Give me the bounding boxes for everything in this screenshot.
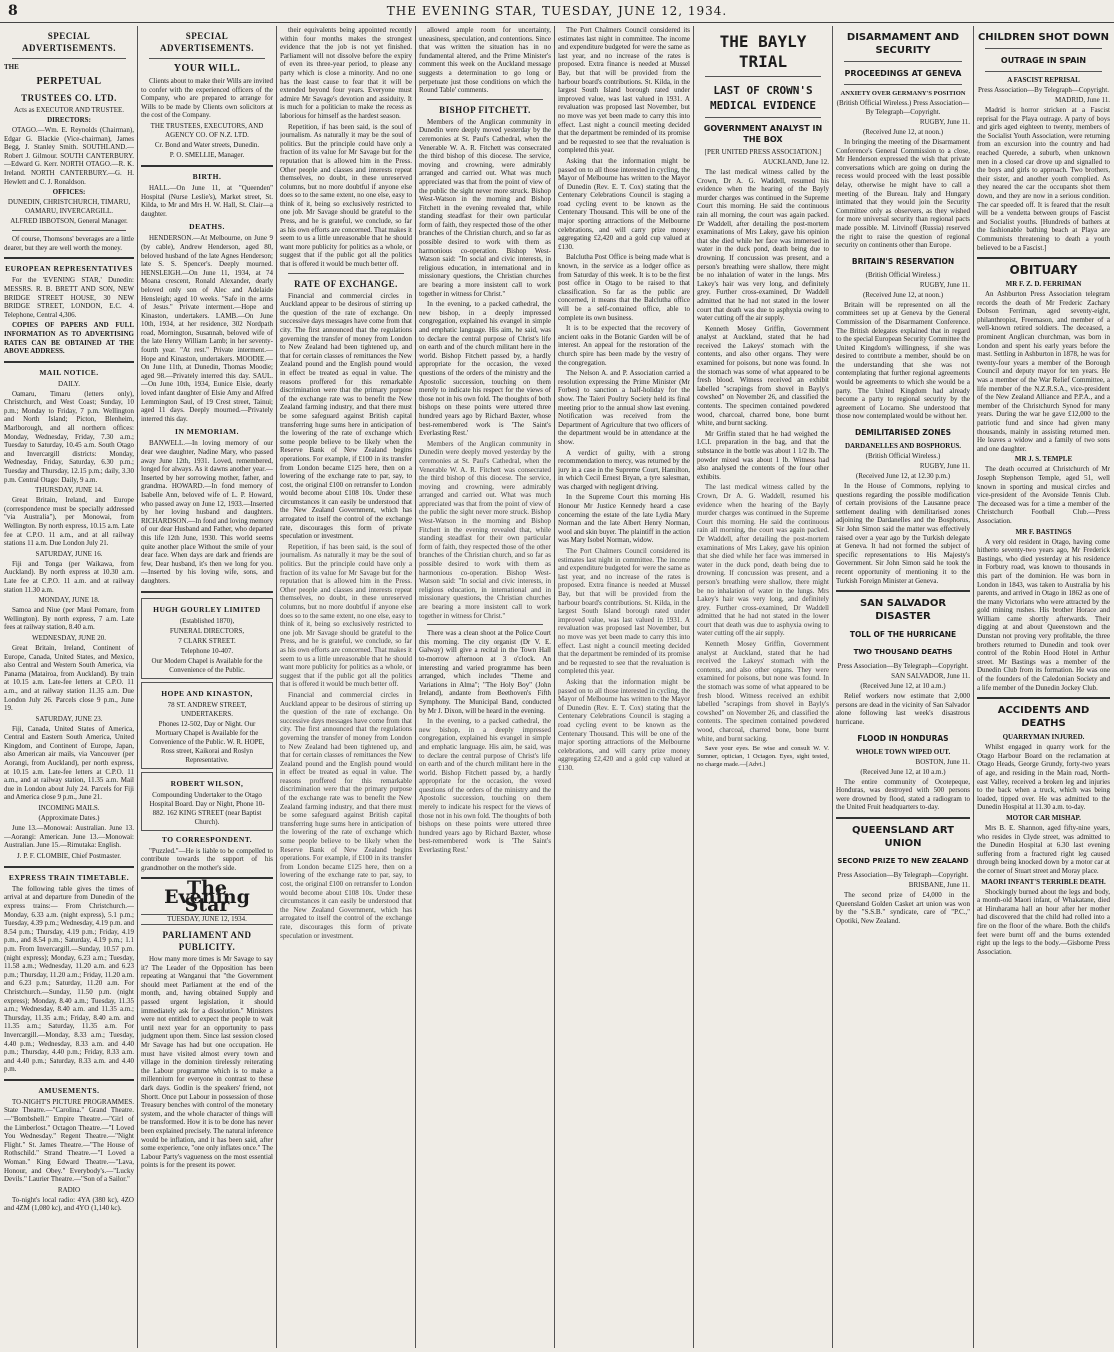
incoming-text: June 13.—Monowai: Australian. June 13.—Aorangi: American. June 13.—Monowai: Australian. June 15.—Rimutaka: English.	[4, 824, 134, 850]
divider	[149, 58, 265, 59]
bayly-dateline: AUCKLAND, June 12.	[762, 158, 829, 166]
divider	[977, 257, 1110, 259]
disarmament-text: In bringing the meeting of the Disarmament Conference's General Commission to a close, Mr Henderson expressed the wish that private conversations which are going on during the recess would proceed with the least possible delay, otherwise he might have to call a meeting of the Bureau. Italy and Hungary intimated that they would join the Security Committee only as observers, as they wished for more universal security than regional pacts made possible. M. Litvinoff (Russia) reserved the right to raise the question of regional security on continents other than Europe.	[836, 138, 970, 250]
column-5	[558, 26, 690, 1348]
incoming-heading: INCOMING MAILS.	[38, 804, 100, 813]
deaths-text: HENDERSON.—At Melbourne, on June 9 (by cable), Andrew Henderson, aged 80, beloved husband of the late Agnes Henderson; late S. S. Spencer's. Deeply mourned. HENSLEIGH.—On June 11, 1934, at 74 Moana crescent, Ronald Alexander, dearly beloved only son of Alec and Adelaide Hensleigh; aged 10 weeks. "Safe in the arms of Jesus." Private interment.—Hope and Kinaston, undertakers. LAMB.—On June 10th, 1934, at her residence, 302 Nordpath road, Mornington, Susannah, beloved wife of the late Henry William Lamb; in her seventy-fourth year. "At rest." Private interment.—Hope and Kinaston, undertakers. MOODIE.—On June 11th, at Dunedin, Thomas Moodie; aged 98.—Privately interred this day. SAUL.—On June 10th, 1934, Eunice Elsie, dearly loved infant daughter of Elsie Amy and Alfred Lemmington Saul, of 19 Crest street, Tainui; aged 11 days. Deeply mourned.—Privately interred this day.	[141, 234, 273, 423]
company-line1: PERPETUAL	[36, 76, 102, 87]
gourley-note: Our Modern Chapel is Available for the Convenience of the Public.	[151, 656, 263, 674]
motor-heading: MOTOR CAR MISHAP.	[1006, 813, 1081, 822]
court-note-continued-2: Asking that the information might be passed on to all those interested in cycling, the Mayor of Melbourne has written to the Mayor of Dunedin (Rev. E. T. Cox) stating that the Centenary Celebrations Council is staging a road cycling event to be known as the Centenary Thousand. This will be one of the major sporting attractions of the Melbourne celebrations, and will carry prize money aggregating £2,420 and a gold cup valued at £130.	[558, 677, 690, 772]
divider	[844, 61, 962, 62]
disarmament-dateline: RUGBY, June 11.	[919, 118, 970, 126]
express-heading: EXPRESS TRAIN TIMETABLE.	[8, 872, 130, 882]
wednesday20-heading: WEDNESDAY, JUNE 20.	[32, 633, 106, 642]
offices-heading: OFFICES:	[52, 188, 86, 197]
zones-received: (Received June 12, at 12.30 p.m.)	[855, 472, 951, 481]
divider	[141, 591, 273, 593]
divider	[288, 273, 404, 274]
disarmament-credit: (British Official Wireless.) Press Association—By Telegraph—Copyright.	[836, 99, 970, 116]
disarmament-subheading: PROCEEDINGS AT GENEVA	[844, 69, 962, 78]
bayly-heading: THE BAYLY TRIAL	[719, 32, 807, 71]
union-heading: QUEENSLAND ART UNION	[852, 824, 954, 849]
bastings-text: A very old resident in Otago, having come hitherto seventy-two years ago, Mr Frederick Bastings, who died yesterday at his residence in Forbury road, was known to thousands in this part of the dominion. He was born in London in 1843, was taken to Australia by his parents, and arrived in Otago in 1862 as one of the many Victorians who were attracted by the gold mining rushes. His brother Horace and William came shortly afterwards. Their digging at and about Queenstown and the Dunstan not proving very profitable, the three brothers returned to Dunedin and took over control of the Robin Hood Hotel in Arthur street. Mr Bastings was a member of the Dunedin Club from its formation. He was one of the founders of the Caledonian Society and a life member of the Dunedin Jockey Club.	[977, 537, 1110, 692]
fitchett-text-3: Members of the Anglican community in Dunedin were deeply moved yesterday by the ceremonies at St. Paul's Cathedral, when the Venerable W. A. R. Fitchett was consecrated the third bishop of this diocese. The service, moving and crowning, were admirably arranged and carried out. What was much appreciated was that from the point of view of the public the sight never more struck. Bishop West-Watson in the morning and Bishop Fitchett in the evening revealed that, while standing steadfast for their own particular form of faith, they respected those of the other branches of the Christian church, and so far as possible desired to work with them as harmonious co-operation. Bishop West-Watson said: "In social and civic interests, in religious education, in international and in missionary questions, the Christian churches are bearing a more insistent call to work together in witness for Christ."	[419, 439, 551, 620]
union-sub: SECOND PRIZE TO NEW ZEALAND	[837, 856, 969, 865]
rate-text-continued: Repetition, if has been said, is the soul of journalism. As naturally it may be the soul of politics. But the principle could have only a fraction of its value for Mr Savage but for the reputation that is allowed him in the Press. Other people and classes and interests repeat themselves, no doubt, in these unreserved columns, but no more doubtful if anyone else does so to the same extent, no one else, easy to think of it, being so exclusively restricted to one job. Mr Savage should be grateful to the Press, and he is grateful, we conclude, so far as his own efforts are concerned. That makes it seem to us a little unreasonable that he should want more publicity for politics as a whole, or suggest that if the public got all the politics that is offered it would be much better off.	[280, 542, 412, 689]
court-note-continued: The Port Chalmers Council considered its estimates last night in committee. The income and expenditure budgeted for were the same as last year, and no increase of the rates is proposed. Extra finance is needed at Mussel Bay, but that will be provided from the harbour board's contributions. St. Kilda, in the largest South Island borough rated under improved value, was last valued in 1931. A revaluation was proposed last November, but no move was yet been made to carry this into effect. Last night a council meeting decided that the department be reminded of its promise and be requested to see that the revaluation is completed this year.	[558, 547, 690, 676]
saturday23-text: Fiji, Canada, United States of America, Central and Eastern South America, United Kingdom, and Continent of Europe, Japan, also American air mails, via Vancouver (per Aorangi, from Auckland), per north express, at 10.15 a.m. Late-fee letters at C.P.O. 11 a.m., and at railway station, 11.35 a.m. Mail due in London about July 24. Parcels for Fiji and America close 9 p.m., June 21.	[4, 724, 134, 802]
directors-text: OTAGO.—Wm. E. Reynolds (Chairman), Edgar G. Blackie (Vice-chairman), James Begg, J. Stanley Smith. SOUTHLAND.—Robert J. Gilmour. SOUTH CANTERBURY.—Edward G. Kerr. NORTH OTAGO.—R. K. Ireland. NORTH CANTERBURY.—G. H. Hewlett and C. J. Ronaldson.	[4, 126, 134, 186]
euro-text: For the 'EVENING STAR,' Dunedin: MESSRS. R. B. BRETT AND SON, NEW BRIDGE STREET HOUSE, 30 NEW BRIDGE STREET, LONDON, E.C. 4. Telephone, Central 4,306.	[4, 276, 134, 319]
wilson-ad	[141, 772, 273, 831]
divider	[836, 817, 970, 819]
salvador-credit: Press Association—By Telegraph—Copyright.	[837, 662, 969, 671]
balclutha-note: Balclutha Post Office is being made what is known, in the service as a lodger office as from Saturday of this week. It is to be the first post office in Otago to be raised to that classification. So far as the public are concerned, it means that the Balclutha office will be a self-contained office, able to complete its own business.	[558, 253, 690, 322]
memoriam-text: BANWELL.—In loving memory of our dear wee daughter, Nadine Mary, who passed away June 12th, 1931. Loved, remembered, longed for always. As it dawns another year.—Inserted by her sorrowing mother, father, and grandma. HOWARD.—In fond memory of Isabelle Ann, beloved wife of L. P. Howard, who passed away on June 12, 1933.—Inserted by her loving husband and daughters. RICHARDSON.—In fond and loving memory of our dear Husband and Father, who departed this life 12th June, 1930. This world seems quite another place Without the smile of your dear face. When days are dark and friends are few, Dear husband, it's then we long for you. —Inserted by his loving wife, sons, and daughters.	[141, 439, 273, 585]
children-dateline: MADRID, June 11.	[1055, 96, 1110, 104]
paper-title: The Evening Star	[164, 877, 250, 917]
divider	[427, 99, 543, 100]
hope-name: HOPE AND KINASTON,	[161, 688, 253, 698]
bayly-sub2: GOVERNMENT ANALYST IN THE BOX	[703, 124, 823, 144]
rate-text-continued-2: Financial and commercial circles in Auckland appear to be desirous of stirring up the question of the rate of exchange. On successive days messages have come from that city. The first announced that the regulations governing the transfer of money from London to New Zealand had been tightened up, and that for certain classes of remittances the New Zealand pound and the English pound would in effect be treated as equal in value. The reasons proffered for this remarkable discrimination were that the primary purpose of the exchange rate was to benefit the New Zealand farming industry, and that there must be some safeguard against British capital transferring huge sums here in anticipation of the lowering of the rate of exchange which some people believe to be likely when the Reserve Bank of New Zealand begins operations. For example, if £100 in its transfer from London became £125 here, then on a lowering of the exchange rate to par, say, to cost, the original £100 on retransfer to London would become about £108 10s. Under these circumstances it can easily be understood that the New Zealand Government, which has arrogated to itself the control of the exchange rate, discourages this form of private speculation or investment.	[280, 690, 412, 940]
thursday-heading: THURSDAY, JUNE 14.	[35, 486, 103, 495]
zones-text: In the House of Commons, replying to questions regarding the possible modification of certain provisions of the Lausanne peace settlement dealing with demilitarised zones adjoining the Dardanelles and the Bosphorus, Sir John Simon said the matter was effectively raised over a year ago by the Turkish delegate at Geneva. It had not formed the subject of specific representations to His Majesty's Government. Sir John Simon said he took the recent opportunity of mentioning it to the Turkish Foreign Minister at Geneva.	[836, 482, 970, 585]
gourley-ad	[141, 598, 273, 679]
column-7	[836, 26, 970, 1348]
masthead	[0, 0, 1114, 23]
bayly-subheading: LAST OF CROWN'S MEDICAL EVIDENCE	[710, 84, 816, 112]
union-credit: Press Association—By Telegraph—Copyright.	[837, 870, 969, 879]
union-text: The second prize of £4,000 in the Queensland Golden Casket art union was won by the "S.S.B." syndicate, care of "P.C.," Opotiki, New Zealand.	[836, 890, 970, 925]
flood-dateline: BOSTON, June 11.	[915, 757, 970, 766]
wilson-text: Compounding Undertaker to the Otago Hospital Board. Day or Night, Phone 10-882. 162 KING STREET (near Baptist Church).	[149, 790, 265, 826]
rate-heading: RATE OF EXCHANGE.	[294, 278, 398, 289]
union-dateline: BRISBANE, June 11.	[908, 880, 970, 889]
children-credit: Press Association—By Telegraph—Copyright.	[977, 86, 1109, 94]
children-subheading: OUTRAGE IN SPAIN	[1000, 56, 1087, 65]
deaths-heading: DEATHS.	[189, 222, 225, 232]
children-heading: CHILDREN SHOT DOWN	[977, 32, 1110, 43]
divider	[977, 697, 1110, 699]
reservation-text: Britain will be represented on all the committees set up at Geneva by the General Commission of the Disarmament Conference. The British delegates explained that in regard to the special European Security Committee the United Kingdom's willingness, if she was desired to contribute a member, should be on the understanding that she was not contemplating that further regional agreements would be agreements to which she would be a party. The United Kingdom had already become a party to regional security by the agreement of Locarno. She understood that those now contemplated would be without her.	[836, 300, 970, 421]
column-6	[697, 26, 829, 1348]
gourley-line1: FUNERAL DIRECTORS,	[169, 626, 245, 635]
express-text: The following table gives the times of arrival at and departure from Dunedin of the express trains:— From Christchurch.—Monday, 6.33 a.m. (night express), 5.1 p.m.; Tuesday, 4.39 p.m.; Wednesday, 4.19 p.m. and 8.54 p.m.; Thursday, 4.19 p.m.; Friday, 4.19 p.m., and 8.54 p.m.; Saturday, 4.19 p.m.; 1.1 p.m. From Invercargill.—Sunday, 10.57 p.m. (night express); Monday, 6.23 a.m.; Tuesday, 11.58 a.m.; Wednesday, 11.20 a.m. and 6.23 p.m.; Thursday, 11.20 a.m.; Friday, 11.20 a.m. and 6.23 p.m.; Saturday, 11.20 a.m. For Christchurch.—Sunday, 11.50 p.m. (night express); Monday, 8.40 a.m.; Tuesday, 11.35 a.m.; Wednesday, 8.40 a.m. and 11.35 a.m.; Thursday, 11.35 a.m.; Friday, 8.40 a.m. and 11.35 a.m.; Saturday, 11.35 a.m. For Invercargill.—Monday, 8.33 a.m.; Tuesday, 4.40 p.m.; Wednesday, 8.33 a.m. and 4.40 p.m.; Thursday, 4.40 p.m.; Friday, 8.33 a.m. and 4.40 p.m.; Saturday, 8.33 a.m. and 4.40 p.m.	[4, 884, 134, 1074]
divider	[4, 866, 134, 868]
correspondent-text: "Puzzled."—He is liable to be compelled to contribute towards the support of his grandmother on the mother's side.	[141, 846, 273, 872]
bayly-text-continued: The last medical witness called by the Crown, Dr A. G. Waddell, resumed his evidence when the hearing of the Bayly murder charges was continued in the Supreme Court this morning. He said the continuous rain all morning, the court was again packed. Dr Waddell, after detailing the post-mortem examinations of Mrs Lakey, gave his opinion that she died while her face was immersed in water in the duck pond, death being due to drowning. If concussion was present, and a person's breathing were shallow, there might be no inhalation of water in the lungs. Mrs Lakey's hair was very long, and definitely grey. Further cross-examined, Dr Waddell admitted that he had not stated in the lower court that death was due to asphyxia owing to water cutting off the air supply.	[697, 483, 829, 638]
infant-heading: MAORI INFANT'S TERRIBLE DEATH.	[981, 877, 1106, 886]
optician-ad: Save your eyes. Be wise and consult W. V. Sumner, optician, 1 Octagon. Eyes, sight tested, no charge made.—[Advt.]	[697, 745, 829, 769]
will-heading: YOUR WILL.	[173, 63, 241, 74]
saturday23-heading: SATURDAY, JUNE 23.	[35, 714, 103, 723]
memoriam-heading: IN MEMORIAM.	[175, 427, 239, 437]
wilson-name: ROBERT WILSON,	[170, 778, 244, 788]
leader-continued: their equivalents being appointed recently within four months makes the strongest evidence that the job is not yet finished. Parliament will not dissolve before the expiry of even its three-year period, to please any party which is close a minority. And no one has the least cause to fear that it will be extended beyond four years. Everyone must admire Mr Savage's devotion and assiduity. It is much for a politician to make the recess as laborious for himself as the hardest season.	[280, 26, 412, 120]
reservation-credit: (British Official Wireless.)	[865, 270, 941, 279]
bayly-text-2: Kenneth Mosey Griffin, Government analyst at Auckland, stated that he had received the Lakeys' stomach with the contents, and also other organs. They were examined for poisons, but none was found. In the stomach was some of what appeared to be fresh blood. Witness received an exhibit labelled "scrapings from shovel in Bayly's cowshed" on November 26, and classified the contents. The specimen contained powdered wood, charcoal, charred bone, bone burnt white, and burnt sacking.	[697, 324, 829, 428]
column-rule	[276, 26, 277, 1348]
column-4	[419, 26, 551, 1348]
bayly-text: The last medical witness called by the Crown, Dr A. G. Waddell, resumed his evidence when the hearing of the Bayly murder charges was continued in the Supreme Court this morning. He said the continuous rain all morning, the court was again packed. Dr Waddell, after detailing the post-mortem examinations of Mrs Lakey, gave his opinion that she died while her face was immersed in water in the duck pond, death being due to drowning. If concussion was present, and a person's breathing were shallow, there might be no inhalation of water in the lungs. Mrs Lakey's hair was very long, and definitely grey. Further cross-examined, Dr Waddell admitted that he had not stated in the lower court that death was due to asphyxia owing to water cutting off the air supply.	[697, 168, 829, 323]
flood-title: WHOLE TOWN WIPED OUT.	[855, 747, 951, 756]
accidents-heading: ACCIDENTS AND DEATHS	[997, 705, 1090, 730]
salvador-heading: SAN SALVADOR DISASTER	[859, 598, 947, 623]
euro-heading: EUROPEAN REPRESENTATIVES	[5, 264, 133, 274]
divider	[4, 257, 134, 259]
flood-received: (Received June 12, at 10 a.m.)	[860, 767, 946, 776]
column-rule	[554, 26, 555, 1348]
divider	[985, 48, 1102, 49]
hope-ad	[141, 682, 273, 769]
reservation-dateline: RUGBY, June 11.	[919, 280, 970, 289]
ferriman-text: An Ashburton Press Association telegram records the death of Mr Frederic Zachary Dobson Ferriman, aged seventy-eight, philanthropist, Freemason, and member of a well-known retired soldiers. The deceased, a prominent Anglican churchman, was born in London and spent his early years before the mast. Settling in Ashburton in 1878, he was for twenty-four years a member of the Borough Council and deputy mayor for ten years. He was a member of the War Relief Committee, a life member of the N.Z.R.S.A., vice-president of the New Zealand Alliance and P.P.A., and a member of the Christchurch Synod for many years. During the war he gave £12,000 to the patriotic fund and since had given many thousands, mainly in assisting returned men. He leaves a widow and a family of two sons and one daughter.	[977, 290, 1110, 453]
column-2	[141, 26, 273, 1348]
monday18-heading: MONDAY, JUNE 18.	[38, 596, 100, 605]
disarmament-received: (Received June 12, at noon.)	[862, 128, 944, 136]
bayly-credit: [PER UNITED PRESS ASSOCIATION.]	[704, 148, 822, 156]
thursday-text: Great Britain, Ireland, and Europe (correspondence must be specially addressed "via Australia"), per Monowai, from Wellington. By north express, 10.15 a.m. Late fee at C.P.O. 11 a.m., and at all railway stations 11 a.m. Due London July 21.	[4, 496, 134, 548]
zones-heading: DEMILITARISED ZONES	[854, 428, 952, 438]
gourley-line2: 7 CLARK STREET.	[178, 636, 236, 645]
postmaster: J. P. F. CLOMBIE, Chief Postmaster.	[16, 851, 122, 860]
monday18-text: Samoa and Niue (per Maui Pomare, from Wellington). By north express, 7 a.m. Late fees at railway station, 8.40 a.m.	[4, 606, 134, 632]
mail-heading: MAIL NOTICE.	[39, 367, 99, 377]
rate-conclusion: allowed ample room for uncertainty, uneasiness, speculation, and contentions. Since that was written the situation has in no fundamental altered, and the Prime Minister's comment this week on the Auckland message suggests a determination to go long or perpetuate just those conditions on which the Round Table' comments.	[419, 26, 551, 95]
column-3	[280, 26, 412, 1348]
birth-text: HALL.—On June 11, at "Queenden" Hospital (Nurse Leslie's), Market street, St. Kilda, to Mr and Mrs H. W. Hall, St. Clair—a daughter.	[141, 183, 273, 218]
trustees-name: THE TRUSTEES, EXECUTORS, AND AGENCY CO. OF N.Z. LTD.	[150, 121, 264, 139]
amusements-heading: AMUSEMENTS.	[38, 1085, 100, 1095]
gourley-established: (Established 1870),	[179, 616, 235, 625]
zones-dateline: RUGBY, June 11.	[919, 462, 970, 471]
zones-title: DARDANELLES AND BOSPHORUS.	[844, 442, 962, 451]
quarryman-text: Whilst engaged in quarry work for the Otago Harbour Board on the reclamation at Otago Heads, George Grundy, forty-two years of age, and residing in the Main road, North-east Valley, received a broken leg and injuries to the back when a truck, which was being loaded, tipped over. He was admitted to the Dunedin Hospital at 11.30 a.m. to-day.	[977, 743, 1110, 812]
will-text: Clients about to make their Wills are invited to confer with the experienced officers of the Company, who are prepared to arrange for Wills to be made by Clients own solicitors at the cost of the Company.	[141, 77, 273, 120]
amusements-text: TO-NIGHT'S PICTURE PROGRAMMES. State Theatre.—"Carolina." Grand Theatre.—"Bombshell." Empire Theatre.—"Girl of the Limberlost." Octagon Theatre.—"I Loved You Wednesday." Regent Theatre.—"Night Flight." St. James Theatre.—"The House of Rothschild." Strand Theatre.—"I Loved a Woman." King Edward Theatre.—"Lava, Honour, and Obey." Everybody's.—"Lucky Devils." Laurier Theatre.—"Son of a Sailor."	[4, 1097, 134, 1184]
radio-text: To-night's local radio: 4YA (380 kc), 4ZO and 4ZM (1,080 kc), and 4YO (1,140 kc).	[4, 1195, 134, 1213]
children-text: Madrid is horror stricken at a Fascist reprisal for the Playa outrage. A party of boys and girls aged eighteen to twenty, members of the Socialist Youth Association, were returning from an excursion into the country and had reached Querede, a suburb, when unknown men in a closed car drove up and signalled to the boys and girls to approach. Two brothers, their sister, and another youth complied. As they neared the car the occupants shot them down, and they are now in a serious condition. The car speeded off. It is feared that the result will be a vendetta between groups of Fascist and Socialist youths. [Hundreds of bathers at the fashionable bathing beach at Playa are Communists threatening to death a youth believed to be a Fascist.]	[977, 106, 1110, 252]
quarryman-heading: QUARRYMAN INJURED.	[1002, 733, 1085, 742]
column-rule	[415, 26, 416, 1348]
column-rule	[973, 26, 974, 1348]
bayly-text-3: Mr Griffin stated that he had weighed the I.C.I. preparation in the bag, and that the substance in the bottle was about 1 1/2 lb. The powder mixed was about 1 lb. Witness had also analysed the contents of the four other exhibits.	[697, 429, 829, 481]
birth-heading: BIRTH.	[192, 171, 222, 181]
leader-heading: PARLIAMENT AND PUBLICITY.	[162, 930, 252, 953]
infant-text: Shockingly burned about the legs and body, a month-old Maori infant, of Whakatane, died at Hiruharama hall an hour after her mother had discovered that the child had rolled into a fire on the floor of the whare. Both the child's feet were burnt off and the burns extended right up the legs to the body.—Gisborne Press Association.	[977, 887, 1110, 956]
divider	[141, 165, 273, 167]
wednesday20-text: Great Britain, Ireland, Continent of Europe, Canada, United States, and Mexico, also Central and Western South America, via Panama (Matairoa, from Auckland). By train at 10.15 a.m. Late-fee letters at C.P.O. 11 a.m., and at railway station 11.35 a.m. Due London July 26. Parcels close 9 p.m., June 19.	[4, 643, 134, 713]
special-ads-heading: SPECIAL ADVERTISEMENTS.	[22, 31, 116, 53]
port-chalmers-note: The Port Chalmers Council considered its estimates last night in committee. The income and expenditure budgeted for were the same as last year, and no increase of the rates is proposed. Extra finance is needed at Mussel Bay, but that will be provided from the harbour board's contributions. St. Kilda, in the largest South Island borough rated under improved value, was last valued in 1931. A revaluation was proposed last November, but no move was yet been made to carry this into effect. Last night a council meeting decided that the department be reminded of its promise and be requested to see that the revaluation is completed this year.	[558, 26, 690, 155]
directors-heading: DIRECTORS:	[47, 116, 91, 124]
offices-text: DUNEDIN, CHRISTCHURCH, TIMARU, OAMARU, INVERCARGILL.	[7, 198, 131, 216]
leader-continued-2: Repetition, if has been said, is the soul of journalism. As naturally it may be the soul of politics. But the principle could have only a fraction of its value for Mr Savage but for the reputation that is allowed him in the Press. Other people and classes and interests repeat themselves, no doubt, in these unreserved columns, but no more doubtful if anyone else does so to the same extent, no one else, easy to think of it, being so exclusively restricted to one job. Mr Savage should be grateful to the Press, and he is grateful, we conclude, so far as his own efforts are concerned. That makes it seem to us a little unreasonable that he should want more publicity for politics as a whole, or suggest that if the public got all the politics that is offered it would be much better off.	[280, 122, 412, 269]
divider	[4, 1079, 134, 1081]
trustees-manager: P. O. SMELLIE, Manager.	[169, 150, 245, 159]
divider	[4, 361, 134, 363]
gourley-name: HUGH GOURLEY LIMITED	[153, 604, 261, 614]
flood-heading: FLOOD IN HONDURAS	[857, 733, 949, 743]
bastings-heading: MR F. BASTINGS	[1015, 527, 1072, 536]
column-rule	[832, 26, 833, 1348]
divider	[836, 590, 970, 592]
local-notes: There was a clean shoot at the Police Court this morning. The city organist (Dr V. E. Galway) will give a recital in the Town Hall to-morrow afternoon at 3 o'clock. An interesting and varied programme has been arranged, which includes "Theme and Variations in Alma"; "The Holy Boy" (John Ireland), andante from Beethoven's Fifth Symphony. The Municipal Band, conducted by Mr J. Dixon, will be heard in the evening.	[419, 629, 551, 715]
ferriman-heading: MR F. Z. D. FERRIMAN	[1005, 280, 1082, 289]
saturday16-text: Fiji and Tonga (per Waikawa, from Auckland). By north express at 10.30 a.m. Late fee at C.P.O. 11 a.m. and at railway station 11.30 a.m.	[4, 559, 134, 594]
children-sub2: A FASCIST REPRISAL	[1007, 76, 1080, 84]
column-8	[977, 26, 1110, 1348]
appeal-note: It is to be expected that the recovery of ancient oaks in the Botanic Garden will be of interest. An appeal for the restoration of the church spire has been made by the vestry of the congregation.	[558, 324, 690, 367]
company-line2: TRUSTEES CO. LTD.	[21, 93, 117, 103]
salvador-dateline: SAN SALVADOR, June 11.	[891, 672, 970, 681]
salvador-sub2: TWO THOUSAND DEATHS	[853, 648, 953, 657]
hope-address: 78 ST. ANDREW STREET, UNDERTAKERS.	[167, 700, 247, 718]
reservation-received: (Received June 12, at noon.)	[862, 290, 944, 299]
salvador-received: (Received June 12, at 10 a.m.)	[860, 682, 946, 691]
paper-date: TUESDAY, JUNE 12, 1934.	[141, 914, 273, 925]
masthead-title: THE EVENING STAR, TUESDAY, JUNE 12, 1934.	[386, 4, 728, 18]
correspondent-heading: TO CORRESPONDENT.	[161, 834, 253, 844]
salvador-sub: TOLL OF THE HURRICANE	[849, 630, 957, 640]
rate-text: Financial and commercial circles in Auckland appear to be desirous of stirring up the question of the rate of exchange. On successive days messages have come from that city. The first announced that the regulations governing the transfer of money from London to New Zealand had been tightened up, and that for certain classes of remittances the New Zealand pound and the English pound would in effect be treated as equal in value. The reasons proffered for this remarkable discrimination were that the primary purpose of the exchange rate was to benefit the New Zealand farming industry, and that there must be some safeguard against British capital transferring huge sums here in anticipation of the lowering of the rate of exchange which some people believe to be likely when the Reserve Bank of New Zealand begins operations. For example, if £100 in its transfer from London became £125 here, then on a lowering of the exchange rate to par, say, to cost, the original £100 on retransfer to London would become about £108 10s. Under these circumstances it can easily be understood that the New Zealand Government, which has arrogated to itself the control of the exchange rate, discourages this form of private speculation or investment.	[280, 291, 412, 541]
disarmament-sub2: ANXIETY OVER GERMANY'S POSITION	[840, 90, 966, 97]
fitchett-text-2: In the evening, to a packed cathedral, the new bishop, in a deeply impressed congregation, explained his evangel in simple and emphatic language. His aim, he said, was to declare the central purpose of Christ's life on earth and of the church militant here in the world. Bishop Fitchett passed by, a hardly appropriate for the occasion, the vexed questions of the orders of the ministry and the Apostolic succession, touching on them merely to indicate his respect for the views of those not in his own fold. The thoughts of both bishops on these points were uttered three hundred years ago by Richard Baxter, whose best-remembered work is 'The Saint's Everlasting Rest.'	[419, 300, 551, 438]
divider	[985, 71, 1102, 72]
divider	[12, 230, 126, 231]
nelson-note: The Nelson A. and P. Association carried a resolution expressing the Prime Minister (Mr Forbes) to sanction a half-holiday for the show. The Taieri Poultry Society held its final meeting prior to the annual show last evening. Notification was received from the Department of Agriculture that two officers of the department would be in attendance at the show.	[558, 369, 690, 446]
divider	[844, 84, 962, 85]
guilty-note: A verdict of guilty, with a strong recommendation to mercy, was returned by the jury in a case in the Supreme Court, Hamilton, in which Cecil Ernest Bryan, a tyre salesman, was charged with negligent driving.	[558, 448, 690, 491]
local-notes-2: In the evening, to a packed cathedral, the new bishop, in a deeply impressed congregation, explained his evangel in simple and emphatic language. His aim, he said, was to declare the central purpose of Christ's life on earth and of the church militant here in the world. Bishop Fitchett passed by, a hardly appropriate for the occasion, the vexed questions of the orders of the ministry and the Apostolic succession, touching on them merely to indicate his respect for the views of those not in his own fold. The thoughts of both bishops on these points were uttered three hundred years ago by Richard Baxter, whose best-remembered work is 'The Saint's Everlasting Rest.'	[419, 717, 551, 855]
cycling-note: Asking that the information might be passed on to all those interested in cycling, the Mayor of Melbourne has written to the Mayor of Dunedin (Rev. E. T. Cox) stating that the Centenary Celebrations Council is staging a road cycling event to be known as the Centenary Thousand. This will be one of the major sporting attractions of the Melbourne celebrations, and will carry prize money aggregating £2,420 and a gold cup valued at £130.	[558, 156, 690, 251]
obituary-heading: OBITUARY	[1009, 263, 1078, 278]
gourley-phone: Telephone 10-407.	[180, 646, 234, 655]
mail-daily: DAILY.	[58, 379, 80, 388]
divider	[705, 117, 821, 118]
temple-heading: MR J. S. TEMPLE	[1014, 455, 1073, 464]
incoming-sub: (Approximate Dates.)	[38, 814, 100, 823]
disarmament-heading: DISARMAMENT AND SECURITY	[846, 32, 960, 56]
column-rule	[137, 26, 138, 1348]
saturday16-heading: SATURDAY, JUNE 16.	[35, 549, 103, 558]
hope-text: Phones 12-502, Day or Night. Our Mortuary Chapel is Available for the Convenience of the Public. W. R. HOPE, Ross street, Kaikorai and Roslyn Representative.	[149, 719, 265, 764]
divider	[12, 58, 126, 59]
salvador-text: Relief workers now estimate that 2,000 persons are dead in the vicinity of San Salvador alone following last week's disastrous hurricane.	[836, 692, 970, 726]
special-ads-heading-2: SPECIAL ADVERTISEMENTS.	[160, 31, 254, 53]
trustees-address: Cr. Bond and Water streets, Dunedin.	[154, 140, 260, 149]
divider	[427, 624, 543, 625]
flood-text: The entire community of Ocotepeque, Honduras, was destroyed with 500 persons were drowned by flood, stated a radiogram to the United Fruit headquarters to-day.	[836, 777, 970, 812]
leader-text: How many more times is Mr Savage to say it? The Leader of the Opposition has been repeating at Wanganui that "the Government should meet Parliament at the end of the month, and, having obtained Supply and passed urgent legislation, it should immediately ask for a dissolution." Ministers were not entitled to expect the people to wait until next year for an opportunity to pass judgment upon them. Since last session closed Mr Savage has had but one occupation. He must have visited almost every town and village in the dominion tirelessly reiterating the Labour programme which is to make a millennium for everyone in contrast to these dark days. Godlin is the speakers' friend, not Shortt. Once put Labour in possession of those Treasury benches with control of the monetary system, and the whole character of things will be transformed. How it is to be done has never been explained precisely. The natural inference would be inflation, and it has been said, after some experience, "one only inflates once." The Labour Party's vagueness on the most essential points is for the present its power.	[141, 955, 273, 1170]
fitchett-heading: BISHOP FITCHETT.	[439, 104, 531, 115]
bayly-text-continued-2: Kenneth Mosey Griffin, Government analyst at Auckland, stated that he had received the Lakeys' stomach with the contents, and also other organs. They were examined for poisons, but none was found. In the stomach was some of what appeared to be fresh blood. Witness received an exhibit labelled "scrapings from shovel in Bayly's cowshed" on November 26, and classified the contents. The specimen contained powdered wood, charcoal, charred bone, bone burnt white, and burnt sacking.	[697, 640, 829, 743]
company-small: THE	[4, 63, 19, 71]
motor-text: Mrs B. E. Shannon, aged fifty-nine years, who resides in Clyde street, was admitted to the Dunedin Hospital at 6.30 last evening suffering from a fractured right leg caused through being knocked down by a motor car at the corner of Stuart street and Moray place.	[977, 823, 1110, 875]
thomsons-ad: Of course, Thomsons' beverages are a little dearer, but they are well worth the money.	[4, 235, 134, 252]
copies-notice: COPIES OF PAPERS AND FULL INFORMATION AS TO ADVERTISING RATES CAN BE OBTAINED AT THE ABOVE ADDRESS.	[4, 321, 134, 356]
zones-credit: (British Official Wireless.)	[865, 452, 941, 461]
temple-text: The death occurred at Christchurch of Mr Joseph Stephenson Temple, aged 51, well known in sporting and musical circles and vice-president of the Avonside Tennis Club. The deceased was for a time a member of the Christchurch Football Club.—Press Association.	[977, 465, 1110, 525]
radio-heading: RADIO	[57, 1185, 81, 1194]
column-rule	[693, 26, 694, 1348]
divider	[705, 76, 821, 77]
reservation-heading: BRITAIN'S RESERVATION	[851, 256, 955, 266]
page-number: 8	[8, 3, 18, 19]
mail-text: Oamaru, Timaru (letters only), Christchurch, and West Coast; Sunday, 10 p.m.; Monday to Friday, 7 p.m. Wellington and North Island; Picton, Blenheim, Marlborough, and all northern offices: Monday, Wednesday, Friday, 7.30 a.m.; Tuesday to Saturday, 10.45 a.m. South Otago and Invercargill districts: Monday, Wednesday, Friday, Saturday, 6.30 p.m.; Tuesday and Thursday, 12.15 p.m.; daily, 3.30 p.m. Central Otago: Daily, 9 a.m.	[4, 389, 134, 484]
fitchett-text: Members of the Anglican community in Dunedin were deeply moved yesterday by the ceremonies at St. Paul's Cathedral, when the Venerable W. A. R. Fitchett was consecrated the third bishop of this diocese. The service, moving and crowning, were admirably arranged and carried out. What was much appreciated was that from the point of view of the public the sight never more struck. Bishop West-Watson in the morning and Bishop Fitchett in the evening revealed that, while standing steadfast for their own particular form of faith, they respected those of the other branches of the Christian church, and so far as possible desired to work with them as harmonious co-operation. Bishop West-Watson said: "In social and civic interests, in religious education, in international and in missionary questions, the Christian churches are bearing a more insistent call to work together in witness for Christ."	[419, 117, 551, 298]
manager-name: ALFRED IBBOTSON, General Manager.	[10, 217, 128, 226]
court-note: In the Supreme Court this morning His Honour Mr Justice Kennedy heard a case concerning the estate of the late Lydia Mary Norman and the late Albert Henry Norman, wool and skin buyer. The plaintiff in the action was Mary Isobel Norman, widow.	[558, 493, 690, 545]
column-1	[4, 26, 134, 1348]
company-acts: Acts as EXECUTOR AND TRUSTEE.	[14, 106, 124, 114]
